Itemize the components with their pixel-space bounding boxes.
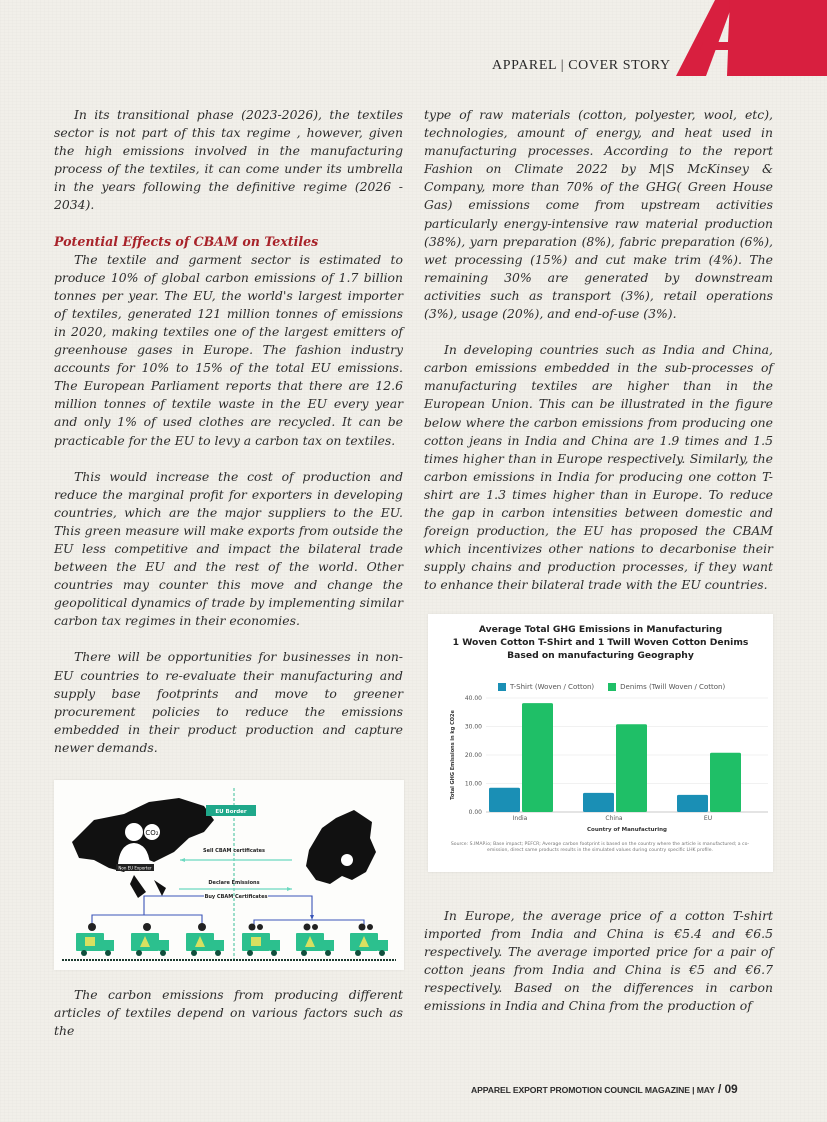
svg-text:30.00: 30.00	[464, 723, 482, 731]
europe-map-icon	[306, 810, 376, 884]
svg-text:Declare Emissions: Declare Emissions	[208, 880, 260, 886]
svg-text:40.00: 40.00	[464, 695, 482, 702]
svg-text:China: China	[605, 815, 623, 822]
svg-text:Country of Manufacturing: Country of Manufacturing	[587, 827, 667, 833]
paragraph: The carbon emissions from producing different articles of textiles depend on various factors such as the	[54, 987, 403, 1039]
paragraph: In developing countries such as India and China, carbon emissions embedded in the sub-processes of manufacturing textiles are higher than in the European Union. This can be illustrated in the figure below where the carbon emissions from producing one cotton jeans in India and China are 1.9 times and 1.5 times higher than in Europe respectively. Similarly, the carbon emissions in India for producing one cotton T-shirt are 1.3 times higher than in Europe. To reduce the gap in carbon intensities between domestic and foreign production, the EU has proposed the CBAM which incentivizes other nations to decarbonise their supply chains and production processes, if they want to enhance their bilateral trade with the EU countries.	[424, 342, 773, 593]
bar-eu-0	[677, 795, 708, 812]
magazine-name: APPAREL EXPORT PROMOTION COUNCIL MAGAZINE | MAY	[471, 1085, 715, 1095]
legend-item-tshirt: T-Shirt (Woven / Cotton)	[498, 683, 594, 691]
chart-title: Average Total GHG Emissions in Manufacturing 1 Woven Cotton T-Shirt and 1 Twill Woven Cotton Denims Based on manufacturing Geography	[452, 624, 749, 661]
svg-text:CO₂: CO₂	[145, 829, 159, 837]
left-column-continuation	[54, 986, 403, 1040]
paragraph: In Europe, the average price of a cotton T-shirt imported from India and China is €5.4 and €6.5 respectively. The average imported price for a pair of cotton jeans from India and China is €5 and €6.7 respectively. Based on the differences in carbon emissions in India and China from the production of	[424, 908, 773, 1014]
paragraph: This would increase the cost of production and reduce the marginal profit for exporters in developing countries, which are the major suppliers to the EU. This green measure will make exports from outside the EU less competitive and impact the bilateral trade between the EU and the rest of the world. Other countries may counter this move and change the geopolitical dynamics of trade by implementing similar carbon tax regimes in their economies.	[54, 468, 403, 629]
svg-text:Buy CBAM Certificates: Buy CBAM Certificates	[204, 894, 268, 900]
bar-chart-plot	[428, 614, 773, 872]
section-label: APPAREL | COVER STORY	[492, 58, 671, 73]
magazine-logo-a	[676, 0, 827, 76]
right-column-continuation	[424, 907, 773, 1016]
page-number: 09	[724, 1082, 738, 1096]
svg-text:Sell CBAM certificates: Sell CBAM certificates	[203, 848, 265, 854]
page-footer: APPAREL EXPORT PROMOTION COUNCIL MAGAZINE | MAY / 09	[471, 1082, 738, 1096]
svg-text:0.00: 0.00	[468, 809, 482, 816]
svg-text:India: India	[512, 815, 528, 822]
ghg-emissions-chart	[428, 614, 773, 872]
left-column	[54, 106, 403, 775]
paragraph: type of raw materials (cotton, polyester, wool, etc), technologies, amount of energy, and heat used in manufacturing processes. According to the report Fashion on Climate 2022 by M|S McKinsey & Company, more than 70% of the GHG( Green House Gas) emissions come from upstream activities particularly energy-intensive raw material production (38%), yarn preparation (8%), fabric preparation (6%), wet processing (15%) and cut make trim (4%). The remaining 30% are generated by downstream activities such as transport (3%), retail operations (3%), usage (20%), and end-of-use (3%).	[424, 107, 773, 322]
svg-text:Total GHG Emissions in kg CO2e: Total GHG Emissions in kg CO2e	[450, 710, 456, 800]
paragraph: In its transitional phase (2023-2026), the textiles sector is not part of this tax regime , however, given the high emissions involved in the manufacturing process of the textiles, it can come under its umbrella in the years following the definitive regime (2026 - 2034).	[54, 107, 403, 213]
eu-border-label: EU Border	[215, 809, 247, 815]
bar-eu-1	[710, 753, 741, 812]
svg-text:EU: EU	[703, 815, 713, 822]
bar-china-1	[616, 724, 647, 812]
paragraph: The textile and garment sector is estimated to produce 10% of global carbon emissions of 1.7 billion tonnes per year. The EU, the world's largest importer of textiles, generated 121 million tonnes of emissions in 2020, making textiles one of the largest emitters of greenhouse gases in Europe. The fashion industry accounts for 10% to 15% of the total EU emissions. The European Parliament reports that there are 12.6 million tonnes of textile waste in the EU every year and only 1% of used clothes are recycled. It can be practicable for the EU to levy a carbon tax on textiles.	[54, 251, 403, 448]
legend-item-denims: Denims (Twill Woven / Cotton)	[608, 683, 725, 691]
right-column	[424, 106, 773, 612]
bar-india-1	[522, 703, 553, 812]
exporter-label: Non EU Exporter	[118, 865, 152, 871]
paragraph: There will be opportunities for businesses in non-EU countries to re-evaluate their manufacturing and supply base footprints and move to greener procurement policies to reduce the emissions embedded in their product production and capture newer demands.	[54, 649, 403, 755]
cbam-flow-illustration	[54, 780, 404, 970]
svg-text:20.00: 20.00	[464, 752, 482, 759]
svg-text:10.00: 10.00	[464, 780, 482, 788]
cbam-diagram	[54, 780, 404, 970]
truck-icons	[76, 933, 388, 951]
bar-china-0	[583, 793, 614, 812]
chart-source-note: Source: S.IMAP.io; Base impact; PEFCR; Average carbon footprint is based on the country where the article is manufactured; a co-emission, direct same products results in the simulated values during country specific LHK profile.	[450, 842, 750, 853]
bar-india-0	[489, 788, 520, 812]
section-heading: Potential Effects of CBAM on Textiles	[54, 233, 319, 249]
